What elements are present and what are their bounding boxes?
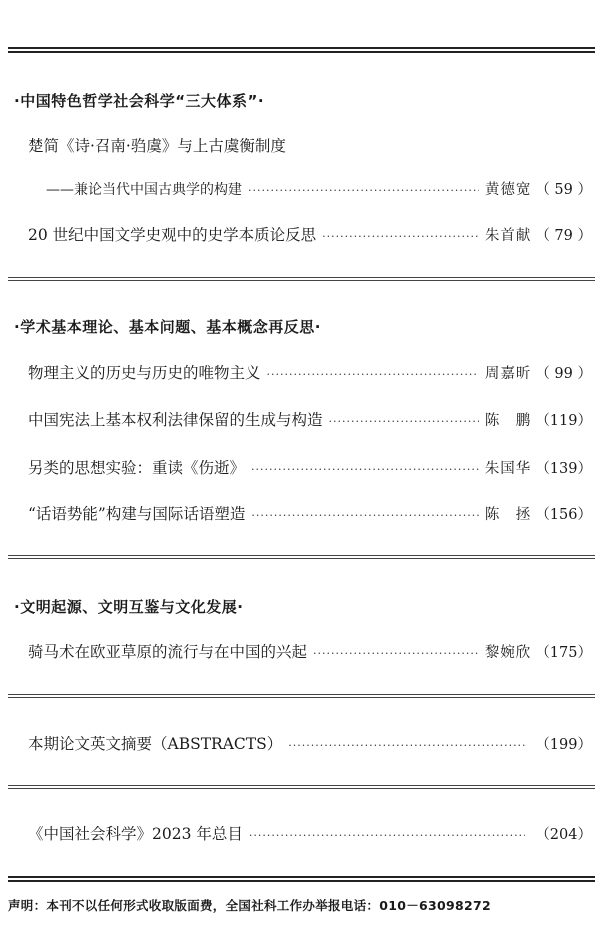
- leader-dots: [322, 230, 479, 243]
- toc-entry[interactable]: [28, 408, 592, 430]
- leader-dots: [251, 463, 479, 476]
- entry-page: （139）: [535, 461, 592, 477]
- toc-entry[interactable]: [28, 502, 592, 524]
- top-rule: [8, 47, 595, 53]
- bottom-rule: [8, 876, 595, 882]
- entry-page: （204）: [535, 827, 592, 843]
- toc-entry-abstracts[interactable]: [28, 732, 592, 754]
- entry-title: 中国宪法上基本权利法律保留的生成与构造: [28, 411, 323, 429]
- entry-title: “话语势能”构建与国际话语塑造: [28, 505, 246, 523]
- section-divider: [8, 555, 595, 559]
- leader-dots: [249, 829, 525, 842]
- entry-title: 20 世纪中国文学史观中的史学本质论反思: [28, 226, 317, 244]
- entry-title: ——兼论当代中国古典学的构建: [46, 182, 242, 198]
- entry-page: （ 99 ）: [535, 366, 592, 382]
- entry-title: 本期论文英文摘要（ABSTRACTS）: [28, 735, 283, 753]
- toc-entry-annual-index[interactable]: [28, 822, 592, 844]
- toc-entry-subtitle[interactable]: [46, 178, 592, 199]
- leader-dots: [288, 739, 525, 752]
- toc-entry[interactable]: [28, 134, 592, 156]
- toc-entry[interactable]: [28, 456, 592, 478]
- entry-page: （156）: [535, 507, 592, 523]
- entry-author: 朱首献: [484, 228, 532, 244]
- entry-page: （ 79 ）: [535, 228, 592, 244]
- entry-title: 物理主义的历史与历史的唯物主义: [28, 364, 261, 382]
- toc-entry[interactable]: [28, 361, 592, 383]
- leader-dots: [251, 509, 478, 522]
- entry-author: 黄德宽: [484, 182, 532, 198]
- footer-statement: 声明：本刊不以任何形式收取版面费，全国社科工作办举报电话：010－63098272: [8, 898, 491, 913]
- entry-page: （119）: [535, 413, 592, 429]
- entry-author: 陈 鹏: [484, 413, 532, 429]
- section-heading-rethinking: ·学术基本理论、基本问题、基本概念再反思·: [14, 318, 321, 336]
- leader-dots: [248, 184, 479, 197]
- section-divider: [8, 785, 595, 789]
- entry-title: 楚简《诗·召南·驺虞》与上古虞衡制度: [28, 137, 286, 155]
- entry-page: （199）: [535, 737, 592, 753]
- entry-title: 骑马术在欧亚草原的流行与在中国的兴起: [28, 643, 308, 661]
- entry-title: 另类的思想实验：重读《伤逝》: [28, 459, 246, 477]
- leader-dots: [329, 415, 479, 428]
- section-heading-three-systems: ·中国特色哲学社会科学“三大体系”·: [14, 92, 265, 110]
- section-divider: [8, 277, 595, 281]
- section-heading-civilization: ·文明起源、文明互鉴与文化发展·: [14, 598, 244, 616]
- toc-entry[interactable]: [28, 223, 592, 245]
- entry-page: （175）: [535, 645, 592, 661]
- section-divider: [8, 694, 595, 698]
- entry-author: 朱国华: [484, 461, 532, 477]
- leader-dots: [267, 368, 479, 381]
- toc-entry[interactable]: [28, 640, 592, 662]
- entry-author: 周嘉昕: [484, 366, 532, 382]
- leader-dots: [313, 647, 479, 660]
- entry-author: 陈 拯: [484, 507, 532, 523]
- entry-title: 《中国社会科学》2023 年总目: [28, 825, 243, 843]
- entry-author: 黎婉欣: [484, 645, 532, 661]
- entry-page: （ 59 ）: [535, 182, 592, 198]
